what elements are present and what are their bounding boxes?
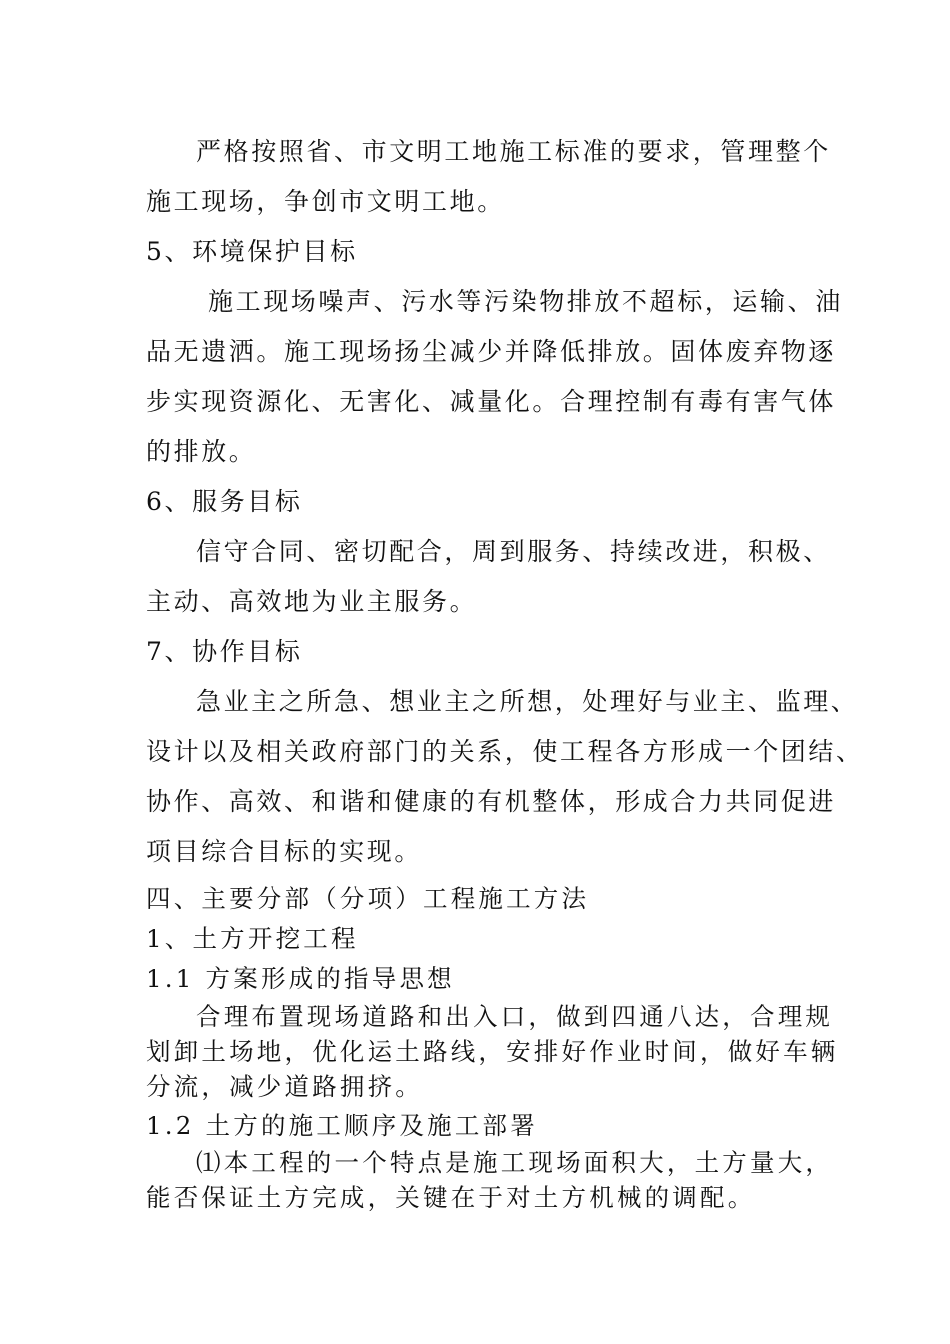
paragraph-line: 急业主之所急、想业主之所想，处理好与业主、监理、 [196,687,859,716]
paragraph-line: 信守合同、密切配合，周到服务、持续改进，积极、 [196,537,831,566]
paragraph-line: 步实现资源化、无害化、减量化。合理控制有毒有害气体 [146,387,837,416]
paragraph-line: 分流，减少道路拥挤。 [146,1072,423,1101]
paragraph-line: 合理布置现场道路和出入口，做到四通八达，合理规 [196,1002,834,1031]
paragraph-line: ⑴本工程的一个特点是施工现场面积大，土方量大， [196,1148,834,1177]
paragraph-line: 品无遗洒。施工现场扬尘减少并降低排放。固体废弃物逐 [146,337,837,366]
paragraph-line: 施工现场，争创市文明工地。 [146,187,505,216]
paragraph-line: 主动、高效地为业主服务。 [146,587,478,616]
paragraph-line: 严格按照省、市文明工地施工标准的要求，管理整个 [196,137,831,166]
paragraph-line: 项目综合目标的实现。 [146,837,423,866]
paragraph-line: 施工现场噪声、污水等污染物排放不超标，运输、油 [208,287,843,316]
paragraph-line: 设计以及相关政府部门的关系，使工程各方形成一个团结、 [146,737,864,766]
paragraph-line: 的排放。 [146,437,257,466]
section-heading: 5、环境保护目标 [146,237,358,266]
section-heading: 6、服务目标 [146,487,303,516]
section-heading: 1、土方开挖工程 [146,924,359,953]
subsection-heading: 1.2 土方的施工顺序及施工部署 [146,1111,538,1140]
paragraph-line: 协作、高效、和谐和健康的有机整体，形成合力共同促进 [146,787,837,816]
paragraph-line: 能否保证土方完成，关键在于对土方机械的调配。 [146,1183,756,1212]
section-heading: 7、协作目标 [146,637,303,666]
subsection-heading: 1.1 方案形成的指导思想 [146,964,455,993]
chapter-heading: 四、主要分部（分项）工程施工方法 [146,884,590,913]
paragraph-line: 划卸土场地，优化运土路线，安排好作业时间，做好车辆 [146,1037,839,1066]
